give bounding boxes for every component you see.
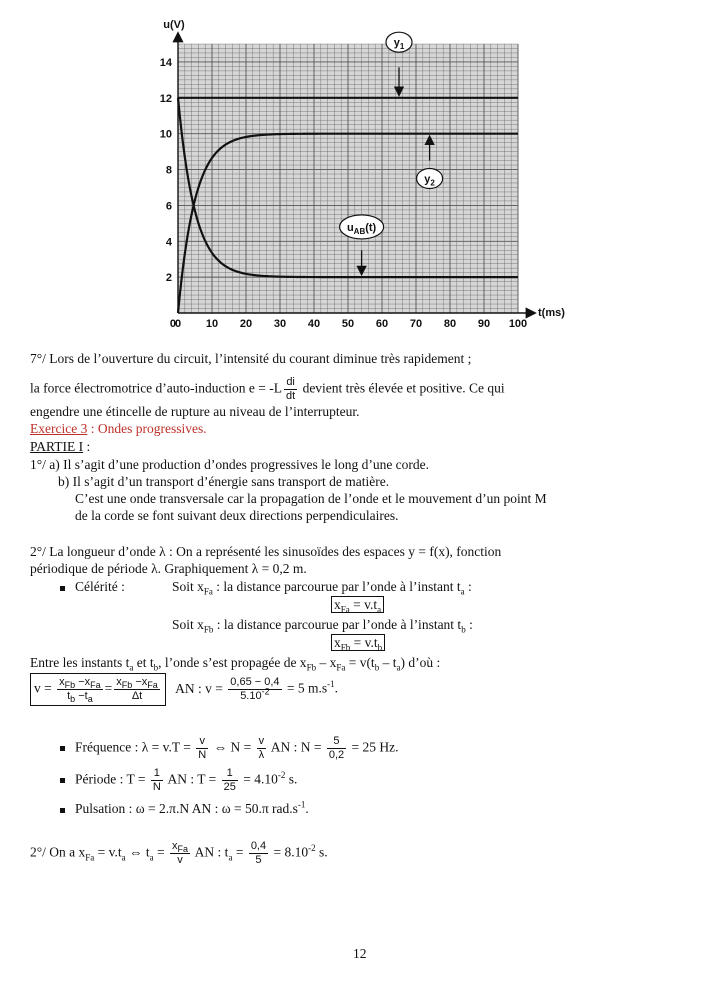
y-tick-label: 12 — [159, 92, 172, 105]
exercise-heading — [30, 421, 207, 437]
y-tick-label: 2 — [165, 272, 172, 285]
y-tick-label: 4 — [165, 236, 172, 249]
di-dt-fraction: $\frac{di}{dt}$ — [286, 376, 296, 402]
x-tick-label: 20 — [239, 318, 253, 330]
frequency-line: Fréquence : λ = v.T = $\frac{v}{N}$ ⇔ N = $\frac{v}{\lambda}$ AN : N = $\frac{5}{0,2}$ = 25 Hz. — [75, 735, 399, 761]
y-axis-label: u(V) — [163, 20, 185, 31]
series-label-y2: $y_2$ — [424, 173, 435, 188]
y-tick-label: 8 — [165, 164, 172, 177]
x-tick-label: 80 — [443, 318, 457, 330]
x-tick-label: 70 — [409, 318, 423, 330]
period-line: Période : T = $\frac{1}{N}$ AN : T = $\frac{1}{25}$ = $4.10^{-2}$ s. — [75, 767, 298, 793]
celerite-line-a: Soit $x_{Fa}$ : la distance parcourue par l’onde à l’instant $t_a$ : — [172, 579, 472, 597]
y-tick-label: 6 — [165, 200, 172, 213]
exercise-title: Exercice 3 — [30, 421, 88, 436]
x-tick-label: 0 — [169, 318, 176, 330]
q7-line2: la force électromotrice d’auto-induction e = -L $\frac{di}{dt}$ devient très élevée et positive. Ce qui — [30, 376, 505, 402]
q2b-line: 2°/ On a $x_{Fa} = v.t_a$ ⇔ $t_a$ = $\frac{x_{Fa}}{v}$ AN : $t_a$ = $\frac{0,4}{5}$ = $8.10^{-2}$ s. — [30, 840, 328, 866]
q1-a: 1°/ a) Il s’agit d’une production d’ondes progressives le long d’une corde. — [30, 457, 430, 472]
celerite-line-b: Soit $x_{Fb}$ : la distance parcourue par l’onde à l’instant $t_b$ : — [172, 617, 473, 635]
series-label-uAB(t): $u_{AB}(t)$ — [346, 221, 377, 236]
x-axis-label: t(ms) — [538, 307, 565, 319]
bullet — [60, 746, 65, 751]
page-number: 12 — [353, 946, 367, 961]
q2-line2: périodique de période λ. Graphiquement λ = 0,2 m. — [30, 561, 307, 576]
y-tick-label: 10 — [159, 128, 172, 141]
pulsation-line: Pulsation : ω = 2.π.N AN : ω = 50.π $rad.s^{-1}$. — [75, 799, 309, 816]
box-xfa: $x_{Fa} = v.t_a$ — [331, 597, 384, 613]
part-heading: PARTIE I : — [30, 439, 91, 454]
bullet — [60, 808, 65, 813]
q1-b: b) Il s’agit d’un transport d’énergie sans transport de matière. — [58, 474, 390, 489]
bullet — [60, 586, 65, 591]
x-tick-label: 30 — [273, 318, 287, 330]
q1-c1: C’est une onde transversale car la propagation de l’onde et le mouvement d’un point M — [75, 491, 547, 506]
x-tick-label: 0 — [174, 318, 182, 330]
between-line: Entre les instants $t_a$ et $t_b$, l’onde s’est propagée de $x_{Fb} - x_{Fa} = v(t_b - t_a)$ d’où : — [30, 655, 441, 673]
y-tick-label: 14 — [159, 56, 172, 69]
q7-line3: engendre une étincelle de rupture au niveau de l’interrupteur. — [30, 404, 360, 419]
exercise-subtitle: : Ondes progressives. — [87, 421, 207, 436]
x-tick-label: 50 — [341, 318, 355, 330]
x-tick-label: 60 — [375, 318, 389, 330]
x-tick-label: 40 — [307, 318, 321, 330]
voltage-chart — [130, 20, 570, 330]
series-label-y1: $y_1$ — [393, 37, 405, 52]
celerite-label: Célérité : — [75, 579, 125, 594]
x-tick-label: 100 — [508, 318, 528, 330]
x-tick-label: 90 — [477, 318, 491, 330]
chart-grid — [178, 44, 518, 313]
q1-c2: de la corde se font suivant deux directions perpendiculaires. — [75, 508, 399, 523]
x-tick-label: 10 — [205, 318, 219, 330]
q2-line1: 2°/ La longueur d’onde λ : On a représenté les sinusoïdes des espaces y = f(x), fonction — [30, 544, 502, 559]
box-xfb: $x_{Fb} = v.t_b$ — [331, 635, 385, 651]
bullet — [60, 778, 65, 783]
q7-line1: 7°/ Lors de l’ouverture du circuit, l’intensité du courant diminue très rapidement ; — [30, 351, 472, 366]
velocity-formula: v = $\frac{x_{Fb} -x_{Fa}}{t_b -t_a}$ = $\frac{x_{Fb} -x_{Fa}}{\Delta t}$ AN : v = $\frac{0,65 - 0,4}{5.10^{-2}}$ = 5 $m.s^{-1}$. — [30, 673, 338, 706]
